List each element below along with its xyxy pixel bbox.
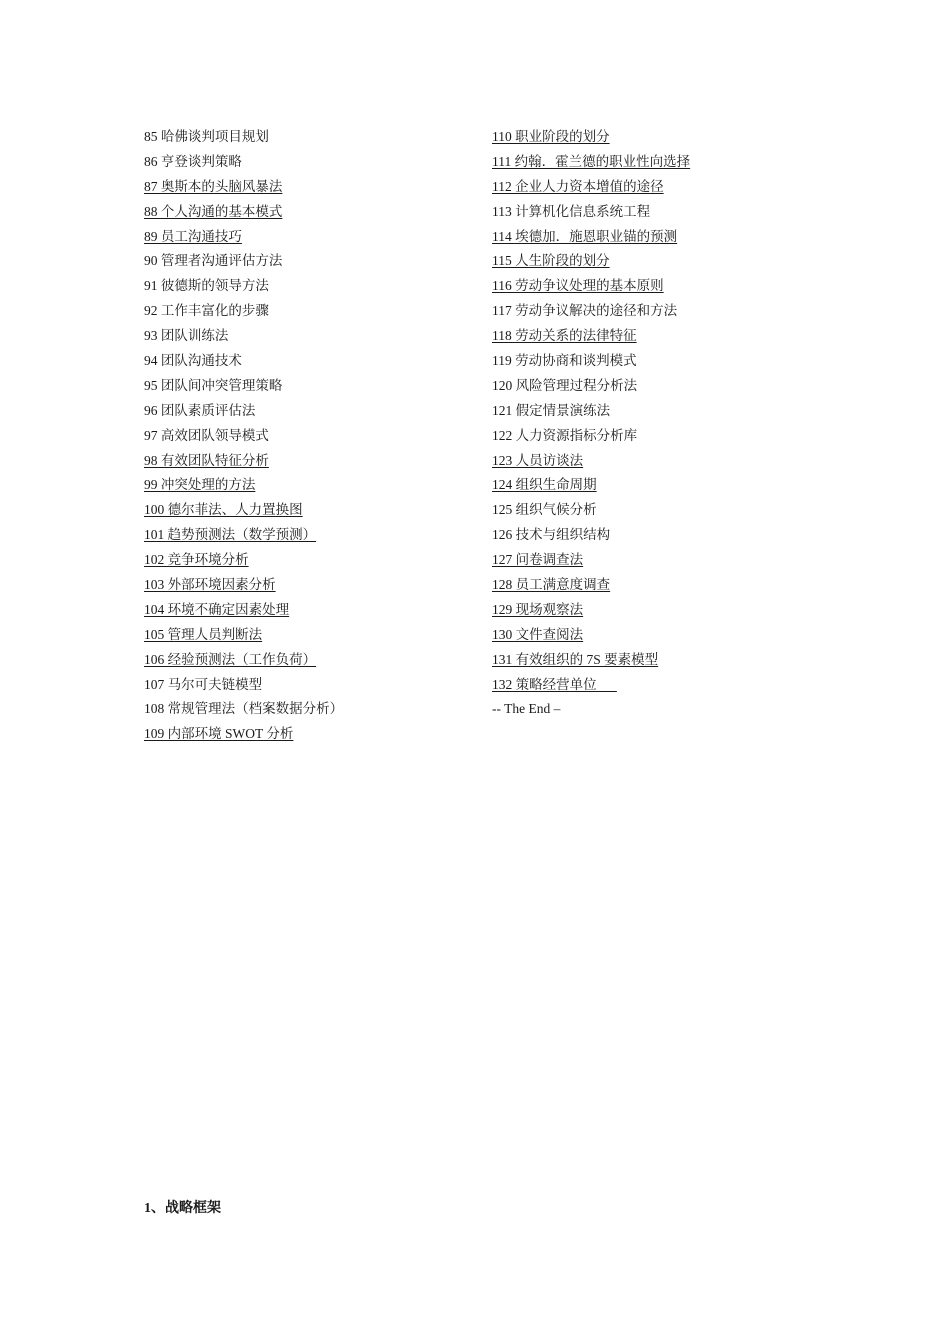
toc-item-text: 122 人力资源指标分析库	[492, 427, 638, 443]
toc-item-text: 120 风险管理过程分析法	[492, 377, 638, 393]
toc-right-column	[492, 125, 822, 722]
toc-item-text[interactable]: 124 组织生命周期	[492, 477, 597, 493]
toc-item	[492, 697, 822, 722]
toc-link[interactable]	[492, 573, 822, 598]
toc-item-text: 85 哈佛谈判项目规划	[144, 129, 269, 144]
toc-item-text[interactable]: 110 职业阶段的划分	[492, 129, 610, 144]
toc-item-text: 92 工作丰富化的步骤	[144, 303, 269, 319]
toc-item-text[interactable]: 102 竞争环境分析	[144, 552, 249, 568]
toc-item-text: 119 劳动协商和谈判模式	[492, 353, 637, 369]
toc-link[interactable]	[144, 648, 474, 673]
toc-item-text[interactable]: 106 经验预测法（工作负荷）	[144, 651, 317, 667]
toc-link[interactable]	[144, 225, 474, 250]
toc-link[interactable]	[492, 125, 822, 150]
toc-item-text: 108 常规管理法（档案数据分析）	[144, 701, 344, 717]
toc-item-text[interactable]: 109 内部环境 SWOT 分析	[144, 726, 294, 742]
toc-item	[144, 249, 474, 274]
toc-item	[144, 150, 474, 175]
toc-item-text[interactable]: 89 员工沟通技巧	[144, 228, 242, 244]
toc-item	[492, 299, 822, 324]
toc-item-text[interactable]: 111 约翰．霍兰德的职业性向选择	[492, 153, 691, 169]
toc-item	[144, 673, 474, 698]
toc-link[interactable]	[144, 623, 474, 648]
toc-item-text[interactable]: 103 外部环境因素分析	[144, 577, 276, 593]
toc-link[interactable]	[144, 449, 474, 474]
toc-link[interactable]	[492, 598, 822, 623]
toc-link[interactable]	[492, 548, 822, 573]
toc-item	[492, 349, 822, 374]
toc-item-text[interactable]: 123 人员访谈法	[492, 452, 584, 468]
toc-item-text: 93 团队训练法	[144, 328, 229, 344]
toc-item-text[interactable]: 114 埃德加．施恩职业锚的预测	[492, 228, 678, 244]
toc-item-text[interactable]: 116 劳动争议处理的基本原则	[492, 278, 664, 294]
toc-item-text: 95 团队间冲突管理策略	[144, 377, 283, 393]
toc-item-text: 96 团队素质评估法	[144, 402, 256, 418]
toc-item-text[interactable]: 127 问卷调查法	[492, 552, 584, 568]
toc-link[interactable]	[492, 225, 822, 250]
toc-link[interactable]	[144, 573, 474, 598]
toc-item-text[interactable]: 128 员工满意度调查	[492, 577, 611, 593]
toc-item	[144, 424, 474, 449]
toc-item	[492, 498, 822, 523]
toc-item	[144, 125, 474, 150]
toc-item-text[interactable]: 118 劳动关系的法律特征	[492, 328, 637, 344]
toc-item-text: 117 劳动争议解决的途径和方法	[492, 303, 678, 319]
toc-link[interactable]	[144, 498, 474, 523]
toc-left-column	[144, 125, 474, 747]
toc-link[interactable]	[492, 175, 822, 200]
section-heading: 1、战略框架	[144, 1201, 221, 1216]
toc-item-text[interactable]: 115 人生阶段的划分	[492, 253, 610, 269]
toc-link[interactable]	[144, 598, 474, 623]
toc-item-text[interactable]: 87 奥斯本的头脑风暴法	[144, 178, 283, 194]
toc-item-text: 121 假定情景演练法	[492, 402, 611, 418]
toc-item-text[interactable]: 130 文件查阅法	[492, 626, 584, 642]
toc-item-text[interactable]: 105 管理人员判断法	[144, 626, 263, 642]
toc-item	[492, 374, 822, 399]
toc-item-text: 125 组织气候分析	[492, 502, 597, 518]
toc-link[interactable]	[492, 648, 822, 673]
toc-link[interactable]	[144, 722, 474, 747]
toc-item	[144, 697, 474, 722]
toc-item-text[interactable]: 98 有效团队特征分析	[144, 452, 269, 468]
toc-item-text: 126 技术与组织结构	[492, 527, 611, 543]
toc-item-text: 90 管理者沟通评估方法	[144, 253, 283, 269]
toc-item-text: 107 马尔可夫链模型	[144, 676, 263, 692]
toc-item	[492, 523, 822, 548]
toc-item-text[interactable]: 132 策略经营单位	[492, 676, 617, 692]
toc-link[interactable]	[144, 473, 474, 498]
toc-item-text: 91 彼德斯的领导方法	[144, 278, 269, 294]
toc-item-text: 113 计算机化信息系统工程	[492, 203, 651, 219]
toc-item-text: -- The End –	[492, 701, 561, 717]
toc-item-text[interactable]: 112 企业人力资本增值的途径	[492, 178, 664, 194]
toc-link[interactable]	[492, 274, 822, 299]
toc-item-text[interactable]: 131 有效组织的 7S 要素模型	[492, 651, 659, 667]
toc-item	[144, 374, 474, 399]
toc-item	[144, 399, 474, 424]
toc-link[interactable]	[144, 200, 474, 225]
toc-item-text[interactable]: 100 德尔菲法、人力置换图	[144, 502, 303, 518]
toc-item	[492, 399, 822, 424]
toc-item	[144, 349, 474, 374]
toc-link[interactable]	[144, 523, 474, 548]
toc-item	[144, 274, 474, 299]
toc-link[interactable]	[144, 175, 474, 200]
toc-link[interactable]	[144, 548, 474, 573]
toc-item-text: 97 高效团队领导模式	[144, 427, 269, 443]
toc-item-text[interactable]: 129 现场观察法	[492, 601, 584, 617]
toc-item	[492, 200, 822, 225]
toc-item-text[interactable]: 101 趋势预测法（数学预测）	[144, 527, 317, 543]
toc-item-text: 86 亨登谈判策略	[144, 153, 242, 169]
toc-item	[492, 424, 822, 449]
toc-item-text[interactable]: 104 环境不确定因素处理	[144, 601, 290, 617]
toc-item	[144, 324, 474, 349]
toc-item	[144, 299, 474, 324]
toc-link[interactable]	[492, 623, 822, 648]
toc-link[interactable]	[492, 150, 822, 175]
toc-item-text: 94 团队沟通技术	[144, 353, 242, 369]
toc-item-text[interactable]: 88 个人沟通的基本模式	[144, 203, 283, 219]
toc-link[interactable]	[492, 249, 822, 274]
toc-link[interactable]	[492, 324, 822, 349]
toc-link[interactable]	[492, 473, 822, 498]
toc-link[interactable]	[492, 449, 822, 474]
toc-item-text[interactable]: 99 冲突处理的方法	[144, 477, 256, 493]
toc-link[interactable]	[492, 673, 822, 698]
